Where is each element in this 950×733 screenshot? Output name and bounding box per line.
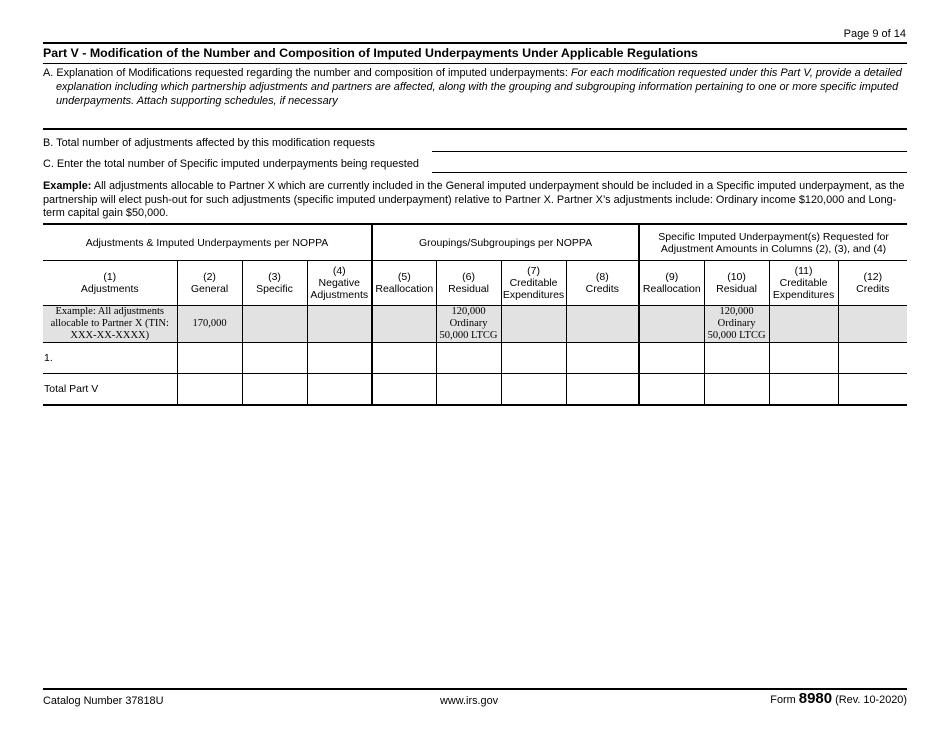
- section-a: [43, 66, 905, 108]
- part-title-rule: [43, 63, 907, 64]
- section-a-instruction-1: For each modification requested under this Part V, provide a detailed: [570, 67, 902, 79]
- example-specific-reallocation: [639, 306, 704, 343]
- row-1-label: 1.: [43, 343, 177, 374]
- top-rule: [43, 42, 907, 44]
- column-header-7: (7) Creditable Expenditures: [501, 261, 566, 306]
- row-1-cell[interactable]: [307, 343, 372, 374]
- total-cell[interactable]: [177, 374, 242, 406]
- total-cell[interactable]: [704, 374, 769, 406]
- column-header-3: (3) Specific: [242, 261, 307, 306]
- section-a-rule: [43, 128, 907, 130]
- example-specific-residual: 120,000 Ordinary 50,000 LTCG: [704, 306, 769, 343]
- total-cell[interactable]: [838, 374, 907, 406]
- modification-table: [43, 223, 907, 406]
- column-header-10: (10) Residual: [704, 261, 769, 306]
- row-1-cell[interactable]: [242, 343, 307, 374]
- total-cell[interactable]: [501, 374, 566, 406]
- example-specific: [242, 306, 307, 343]
- example-general: 170,000: [177, 306, 242, 343]
- section-a-lead: A. Explanation of Modifications requested regarding the number and composition of imputed underpayments:: [43, 67, 571, 79]
- total-cell[interactable]: [242, 374, 307, 406]
- column-header-1: (1) Adjustments: [43, 261, 177, 306]
- example-reallocation: [372, 306, 436, 343]
- group-header-adjustments: Adjustments & Imputed Underpayments per NOPPA: [43, 224, 372, 261]
- column-header-12: (12) Credits: [838, 261, 907, 306]
- total-cell[interactable]: [769, 374, 838, 406]
- row-1-cell[interactable]: [372, 343, 436, 374]
- form-prefix: Form: [770, 694, 796, 706]
- table-row: [43, 343, 907, 374]
- row-1-cell[interactable]: [566, 343, 639, 374]
- example-row: [43, 306, 907, 343]
- row-1-cell[interactable]: [838, 343, 907, 374]
- row-1-cell[interactable]: [501, 343, 566, 374]
- total-cell[interactable]: [639, 374, 704, 406]
- total-cell[interactable]: [436, 374, 501, 406]
- section-b-label: B. Total number of adjustments affected by this modification requests: [43, 137, 375, 149]
- row-1-cell[interactable]: [177, 343, 242, 374]
- total-cell[interactable]: [372, 374, 436, 406]
- column-header-4: (4) Negative Adjustments: [307, 261, 372, 306]
- example-credits: [566, 306, 639, 343]
- total-row-label: Total Part V: [43, 374, 177, 406]
- example-negative: [307, 306, 372, 343]
- column-header-5: (5) Reallocation: [372, 261, 436, 306]
- example-row-label: Example: All adjustments allocable to Partner X (TIN: XXX-XX-XXXX): [43, 306, 177, 343]
- column-header-9: (9) Reallocation: [639, 261, 704, 306]
- catalog-number: Catalog Number 37818U: [43, 695, 164, 707]
- example-text: All adjustments allocable to Partner X which are currently included in the General imputed underpayment should be included in a Specific imputed underpayment, as the partnership will elect push-out for such adjustments (specific imputed underpayment) relative to Partner X. Partner X’s adjustments include: Ordinary income $120,000 and Long-term capital gain $50,000.: [43, 180, 905, 219]
- total-cell[interactable]: [307, 374, 372, 406]
- column-header-8: (8) Credits: [566, 261, 639, 306]
- example-specific-creditable: [769, 306, 838, 343]
- column-header-2: (2) General: [177, 261, 242, 306]
- example-label: Example:: [43, 180, 92, 192]
- form-id: [770, 690, 907, 707]
- section-a-instruction-2: explanation including which partnership adjustments and partners are affected, along with the grouping and subgrouping information pertaining to one or more specific imputed: [56, 81, 899, 93]
- column-header-6: (6) Residual: [436, 261, 501, 306]
- row-1-cell[interactable]: [704, 343, 769, 374]
- total-row: [43, 374, 907, 406]
- group-header-groupings: Groupings/Subgroupings per NOPPA: [372, 224, 639, 261]
- part-title: Part V - Modification of the Number and Composition of Imputed Underpayments Under Applicable Regulations: [43, 46, 698, 60]
- section-b-answer-field[interactable]: [432, 151, 907, 152]
- example-specific-credits: [838, 306, 907, 343]
- section-a-instruction-3: underpayments. Attach supporting schedules, if necessary: [56, 95, 338, 107]
- group-header-specific: Specific Imputed Underpayment(s) Requested for Adjustment Amounts in Columns (2), (3), and (4): [639, 224, 907, 261]
- form-number: 8980: [798, 690, 833, 707]
- section-c-label: C. Enter the total number of Specific imputed underpayments being requested: [43, 158, 419, 170]
- column-header-11: (11) Creditable Expenditures: [769, 261, 838, 306]
- page-number: Page 9 of 14: [843, 28, 906, 40]
- website-link[interactable]: www.irs.gov: [440, 695, 499, 707]
- total-cell[interactable]: [566, 374, 639, 406]
- row-1-cell[interactable]: [639, 343, 704, 374]
- example-residual: 120,000 Ordinary 50,000 LTCG: [436, 306, 501, 343]
- row-1-cell[interactable]: [436, 343, 501, 374]
- form-revision: (Rev. 10-2020): [835, 694, 907, 706]
- row-1-cell[interactable]: [769, 343, 838, 374]
- example-paragraph: [43, 180, 907, 221]
- section-c-answer-field[interactable]: [432, 172, 907, 173]
- example-creditable: [501, 306, 566, 343]
